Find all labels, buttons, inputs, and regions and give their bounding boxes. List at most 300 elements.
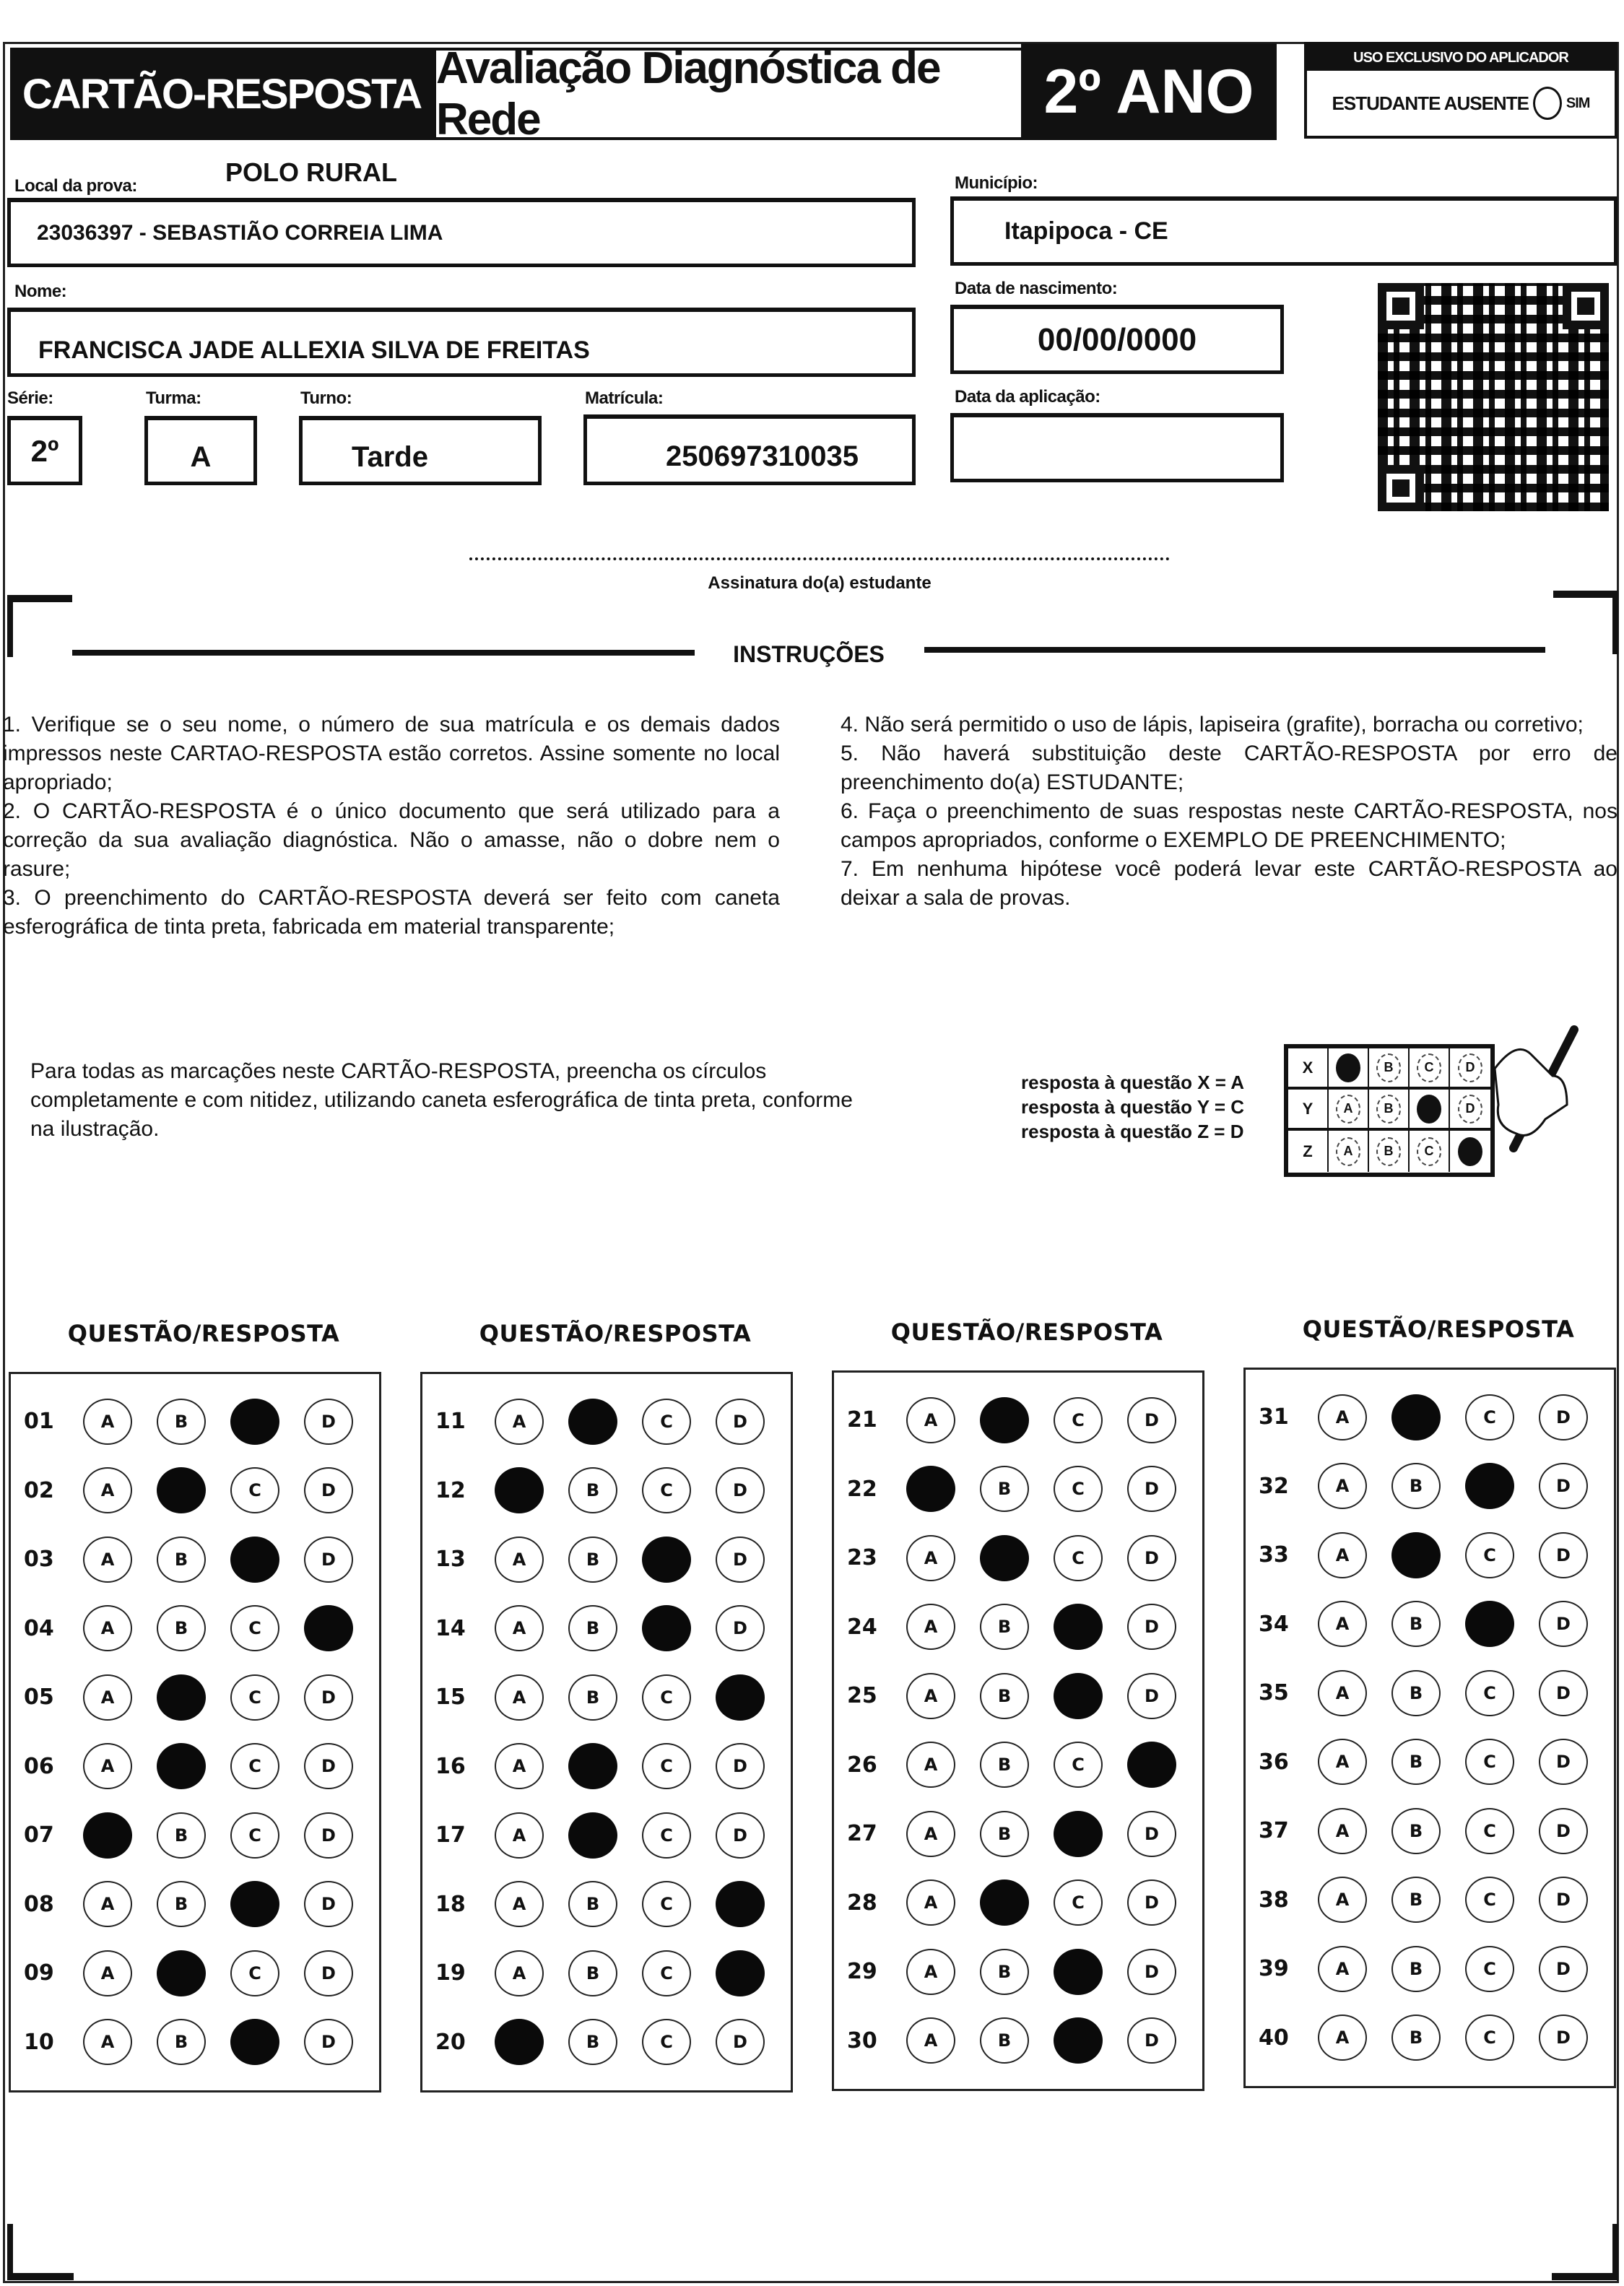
answer-bubble-d[interactable]: D <box>716 1399 765 1445</box>
answer-bubble-d[interactable]: D <box>304 1674 353 1721</box>
question-column-title: QUESTÃO/RESPOSTA <box>67 1320 340 1347</box>
question-number: 14 <box>435 1615 466 1641</box>
example-bubble-filled <box>1417 1095 1441 1124</box>
question-row <box>1246 1383 1614 1452</box>
answer-bubble-c[interactable] <box>1054 1604 1103 1650</box>
answer-bubble-b[interactable]: B <box>1391 1946 1441 1992</box>
question-number: 19 <box>435 1960 466 1986</box>
answer-bubble-c[interactable] <box>1465 1601 1514 1647</box>
question-row <box>834 1593 1202 1662</box>
sheet-title: CARTÃO-RESPOSTA <box>10 48 433 140</box>
absent-student-label: ESTUDANTE AUSENTE <box>1332 92 1529 114</box>
question-row <box>11 1663 379 1732</box>
answer-bubble-b[interactable] <box>157 1743 206 1789</box>
answer-bubble-d[interactable]: D <box>1539 1463 1588 1509</box>
question-number: 08 <box>24 1891 54 1917</box>
registration-mark-top-left <box>7 595 72 657</box>
serie-field <box>7 416 82 485</box>
instruction-5: 5. Não haverá substituição deste CARTÃO-RESPOSTA por erro de preenchimento do(a) ESTUDANTE; <box>841 742 1618 794</box>
answer-bubble-b[interactable]: B <box>1391 1877 1441 1923</box>
signature-label: Assinatura do(a) estudante <box>708 573 932 593</box>
answer-bubble-b[interactable]: B <box>1391 2015 1441 2061</box>
question-number: 11 <box>435 1409 466 1435</box>
answer-bubble-d[interactable]: D <box>716 1467 765 1513</box>
question-number: 23 <box>847 1545 877 1571</box>
answer-bubble-a[interactable]: A <box>83 1399 132 1445</box>
question-number: 34 <box>1259 1611 1289 1637</box>
answer-bubble-b[interactable] <box>1391 1532 1441 1578</box>
question-number: 13 <box>435 1547 466 1573</box>
answer-bubble-a[interactable]: A <box>83 1537 132 1583</box>
example-row-y <box>1288 1090 1490 1131</box>
instructions-rule-left <box>72 650 695 656</box>
answer-bubble-a[interactable]: A <box>495 1743 544 1789</box>
answer-bubble-b[interactable] <box>980 1397 1029 1443</box>
answer-bubble-d[interactable]: D <box>1539 1601 1588 1647</box>
answer-bubble-b[interactable] <box>980 1535 1029 1581</box>
answer-bubble-d[interactable]: D <box>1127 1949 1176 1995</box>
question-number: 18 <box>435 1891 466 1917</box>
question-number: 07 <box>24 1822 54 1848</box>
example-bubble: D <box>1458 1053 1482 1082</box>
answer-bubble-a[interactable]: A <box>495 1950 544 1996</box>
answer-bubble-c[interactable] <box>1054 1949 1103 1995</box>
answer-bubble-c[interactable]: C <box>1465 1739 1514 1785</box>
answer-bubble-b[interactable] <box>980 1879 1029 1926</box>
question-number: 25 <box>847 1683 877 1709</box>
question-number: 12 <box>435 1477 466 1503</box>
qr-finder-top-right <box>1563 283 1609 329</box>
example-bubble: B <box>1376 1095 1401 1124</box>
question-row <box>834 1937 1202 2007</box>
instruction-4: 4. Não será permitido o uso de lápis, lapiseira (grafite), borracha ou corretivo; <box>841 713 1584 736</box>
answer-bubble-a[interactable]: A <box>495 1399 544 1445</box>
question-row <box>834 1661 1202 1731</box>
question-row <box>11 1525 379 1594</box>
question-row <box>11 1801 379 1870</box>
answer-bubble-c[interactable]: C <box>1054 1535 1103 1581</box>
question-column-3 <box>832 1370 1204 2091</box>
question-number: 09 <box>24 1960 54 1986</box>
answer-bubble-d[interactable]: D <box>1539 1739 1588 1785</box>
example-bubble: C <box>1417 1137 1441 1166</box>
answer-bubble-b[interactable]: B <box>157 1399 206 1445</box>
question-row <box>422 1456 791 1526</box>
turno-value: Tarde <box>352 441 428 473</box>
answer-bubble-c[interactable] <box>1054 1673 1103 1719</box>
question-number: 05 <box>24 1685 54 1711</box>
answer-bubble-b[interactable]: B <box>980 1466 1029 1512</box>
example-row-label: Z <box>1288 1131 1329 1172</box>
question-number: 17 <box>435 1822 466 1848</box>
answer-bubble-a[interactable]: A <box>1318 2015 1367 2061</box>
absent-student-bubble[interactable] <box>1533 87 1562 120</box>
answer-bubble-a[interactable]: A <box>83 1467 132 1513</box>
question-row <box>834 1455 1202 1524</box>
answer-bubble-c[interactable]: C <box>230 1674 279 1721</box>
answer-bubble-c[interactable] <box>230 1399 279 1445</box>
matricula-field <box>583 414 916 485</box>
question-row <box>422 1870 791 1939</box>
answer-bubble-c[interactable]: C <box>642 1812 691 1859</box>
question-number: 29 <box>847 1959 877 1985</box>
answer-bubble-b[interactable]: B <box>1391 1808 1441 1854</box>
question-number: 10 <box>24 2029 54 2055</box>
serie-label: Série: <box>7 388 53 408</box>
question-row <box>834 1386 1202 1455</box>
answer-bubble-d[interactable]: D <box>1127 1879 1176 1926</box>
answer-bubble-a[interactable]: A <box>1318 1463 1367 1509</box>
answer-bubble-a[interactable]: A <box>906 1949 955 1995</box>
answer-bubble-c[interactable]: C <box>642 1674 691 1721</box>
answer-bubble-c[interactable] <box>230 1537 279 1583</box>
answer-bubble-c[interactable]: C <box>230 1950 279 1996</box>
answer-bubble-c[interactable]: C <box>1465 1877 1514 1923</box>
question-number: 15 <box>435 1685 466 1711</box>
question-row <box>422 2008 791 2077</box>
answer-bubble-b[interactable] <box>157 1950 206 1996</box>
example-bubble: A <box>1336 1137 1360 1166</box>
example-bubble: B <box>1376 1137 1401 1166</box>
applicator-box <box>1304 42 1618 139</box>
answer-bubble-d[interactable]: D <box>1127 1673 1176 1719</box>
answer-bubble-d[interactable]: D <box>1127 2017 1176 2064</box>
answer-bubble-a[interactable]: A <box>83 2019 132 2065</box>
answer-bubble-b[interactable] <box>568 1399 617 1445</box>
instruction-3: 3. O preenchimento do CARTÃO-RESPOSTA deverá ser feito com caneta esferográfica de tinta preta, fabricada em material transparente; <box>3 886 780 939</box>
question-number: 16 <box>435 1753 466 1779</box>
answer-bubble-c[interactable]: C <box>1465 2015 1514 2061</box>
answer-bubble-b[interactable]: B <box>980 1949 1029 1995</box>
answer-bubble-d[interactable]: D <box>1127 1535 1176 1581</box>
signature-line[interactable] <box>469 557 1170 560</box>
answer-bubble-a[interactable]: A <box>495 1812 544 1859</box>
answer-bubble-b[interactable]: B <box>157 1881 206 1927</box>
answer-bubble-a[interactable] <box>495 1467 544 1513</box>
nascimento-field <box>950 305 1284 374</box>
answer-bubble-c[interactable]: C <box>642 1950 691 1996</box>
grade-label: 2º ANO <box>1021 43 1277 140</box>
answer-bubble-c[interactable]: C <box>1054 1397 1103 1443</box>
example-text: Para todas as marcações neste CARTÃO-RESPOSTA, preencha os círculos completamente e com nitidez, utilizando caneta esferográfica de tinta preta, conforme na ilustração. <box>30 1059 853 1141</box>
answer-bubble-a[interactable]: A <box>1318 1808 1367 1854</box>
question-row <box>11 1456 379 1526</box>
answer-bubble-a[interactable]: A <box>495 1605 544 1651</box>
question-row <box>834 1524 1202 1593</box>
answer-bubble-b[interactable]: B <box>1391 1739 1441 1785</box>
question-row <box>1246 2004 1614 2073</box>
instruction-7: 7. Em nenhuma hipótese você poderá levar este CARTÃO-RESPOSTA ao deixar a sala de provas. <box>841 857 1618 910</box>
answer-bubble-b[interactable]: B <box>568 1950 617 1996</box>
answer-bubble-c[interactable] <box>1054 2017 1103 2064</box>
example-bubble-filled <box>1458 1137 1482 1166</box>
qr-finder-top-left <box>1378 283 1424 329</box>
answer-bubble-d[interactable]: D <box>1539 1877 1588 1923</box>
question-number: 28 <box>847 1890 877 1916</box>
answer-bubble-c[interactable]: C <box>230 1743 279 1789</box>
applicator-heading: USO EXCLUSIVO DO APLICADOR <box>1307 45 1615 71</box>
answer-bubble-a[interactable]: A <box>495 1881 544 1927</box>
answer-bubble-d[interactable] <box>716 1950 765 1996</box>
example-row-z <box>1288 1131 1490 1172</box>
answer-bubble-b[interactable]: B <box>568 1674 617 1721</box>
municipio-label: Município: <box>955 173 1038 193</box>
question-number: 35 <box>1259 1680 1289 1706</box>
answer-bubble-d[interactable]: D <box>1539 1808 1588 1854</box>
answer-bubble-d[interactable]: D <box>1539 1394 1588 1440</box>
answer-bubble-a[interactable]: A <box>495 1537 544 1583</box>
answer-bubble-a[interactable]: A <box>1318 1670 1367 1716</box>
question-row <box>1246 1866 1614 1935</box>
answer-bubble-d[interactable]: D <box>716 1812 765 1859</box>
answer-bubble-c[interactable]: C <box>642 1467 691 1513</box>
answer-bubble-a[interactable]: A <box>906 2017 955 2064</box>
registration-mark-top-right <box>1553 591 1618 654</box>
nascimento-label: Data de nascimento: <box>955 279 1118 298</box>
answer-bubble-a[interactable]: A <box>906 1742 955 1788</box>
answer-bubble-d[interactable]: D <box>304 1399 353 1445</box>
question-number: 26 <box>847 1752 877 1778</box>
example-row-label: X <box>1288 1048 1329 1087</box>
question-row <box>1246 1934 1614 2004</box>
qr-code <box>1378 283 1609 511</box>
answer-bubble-c[interactable]: C <box>230 1605 279 1651</box>
answer-bubble-b[interactable] <box>568 1812 617 1859</box>
answer-bubble-b[interactable]: B <box>568 2019 617 2065</box>
question-row <box>422 1801 791 1870</box>
answer-bubble-b[interactable]: B <box>1391 1670 1441 1716</box>
answer-bubble-d[interactable]: D <box>716 1537 765 1583</box>
absent-student-row <box>1307 71 1615 136</box>
answer-bubble-a[interactable]: A <box>906 1397 955 1443</box>
answer-bubble-d[interactable]: D <box>1127 1604 1176 1650</box>
answer-bubble-d[interactable]: D <box>304 1950 353 1996</box>
instruction-1: 1. Verifique se o seu nome, o número de sua matrícula e os demais dados impressos neste CARTAO-RESPOSTA estão corretos. Assine somente no local apropriado; <box>3 713 780 794</box>
answer-bubble-d[interactable]: D <box>304 1537 353 1583</box>
answer-bubble-a[interactable]: A <box>1318 1532 1367 1578</box>
answer-bubble-c[interactable] <box>230 2019 279 2065</box>
question-number: 32 <box>1259 1473 1289 1499</box>
answer-bubble-c[interactable] <box>1054 1811 1103 1857</box>
question-number: 20 <box>435 2029 466 2055</box>
matricula-value: 250697310035 <box>666 440 859 472</box>
answer-bubble-c[interactable]: C <box>1465 1394 1514 1440</box>
answer-bubble-d[interactable] <box>1127 1742 1176 1788</box>
answer-bubble-a[interactable] <box>906 1466 955 1512</box>
question-number: 40 <box>1259 2025 1289 2051</box>
question-number: 03 <box>24 1547 54 1573</box>
answer-bubble-b[interactable]: B <box>1391 1601 1441 1647</box>
hand-pen-icon <box>1488 1025 1596 1170</box>
answer-bubble-c[interactable]: C <box>1054 1742 1103 1788</box>
answer-bubble-a[interactable]: A <box>83 1881 132 1927</box>
question-row <box>1246 1796 1614 1866</box>
answer-bubble-a[interactable]: A <box>1318 1946 1367 1992</box>
example-bubble: A <box>1336 1095 1360 1124</box>
answer-bubble-a[interactable]: A <box>83 1674 132 1721</box>
answer-bubble-a[interactable]: A <box>1318 1601 1367 1647</box>
answer-bubble-b[interactable]: B <box>980 1742 1029 1788</box>
example-bubble: C <box>1417 1053 1441 1082</box>
answer-bubble-a[interactable]: A <box>906 1604 955 1650</box>
answer-bubble-d[interactable]: D <box>1127 1397 1176 1443</box>
question-row <box>422 1387 791 1456</box>
answer-bubble-d[interactable]: D <box>304 2019 353 2065</box>
municipio-field <box>950 196 1618 266</box>
local-label: Local da prova: <box>14 176 137 196</box>
answer-bubble-a[interactable]: A <box>1318 1394 1367 1440</box>
answer-bubble-d[interactable]: D <box>1539 2015 1588 2061</box>
question-row <box>1246 1521 1614 1590</box>
question-number: 39 <box>1259 1956 1289 1982</box>
question-column-2 <box>420 1372 793 2092</box>
question-row <box>1246 1728 1614 1797</box>
turma-value: A <box>190 441 212 473</box>
nome-value: FRANCISCA JADE ALLEXIA SILVA DE FREITAS <box>38 336 590 364</box>
answer-bubble-d[interactable]: D <box>1127 1811 1176 1857</box>
answer-bubble-d[interactable]: D <box>716 1605 765 1651</box>
example-legend-y: resposta à questão Y = C <box>1021 1096 1245 1118</box>
answer-bubble-d[interactable]: D <box>304 1743 353 1789</box>
municipio-value: Itapipoca - CE <box>1004 217 1168 245</box>
question-row <box>11 1732 379 1802</box>
question-row <box>422 1663 791 1732</box>
question-number: 27 <box>847 1821 877 1847</box>
answer-bubble-a[interactable]: A <box>83 1950 132 1996</box>
instruction-2: 2. O CARTÃO-RESPOSTA é o único documento que será utilizado para a correção da sua avaliação diagnóstica. Não o amasse, não o dobre nem o rasure; <box>3 799 780 881</box>
answer-bubble-a[interactable]: A <box>83 1743 132 1789</box>
answer-bubble-d[interactable]: D <box>1539 1946 1588 1992</box>
question-row <box>1246 1452 1614 1521</box>
answer-bubble-d[interactable] <box>716 1881 765 1927</box>
answer-bubble-b[interactable]: B <box>157 1812 206 1859</box>
nome-label: Nome: <box>14 282 67 301</box>
example-bubble-filled <box>1336 1053 1360 1082</box>
local-value: 23036397 - SEBASTIÃO CORREIA LIMA <box>37 220 443 245</box>
turma-label: Turma: <box>146 388 201 408</box>
answer-bubble-c[interactable]: C <box>642 2019 691 2065</box>
answer-bubble-b[interactable]: B <box>980 2017 1029 2064</box>
question-row <box>422 1732 791 1802</box>
answer-bubble-a[interactable]: A <box>906 1535 955 1581</box>
answer-bubble-a[interactable]: A <box>1318 1877 1367 1923</box>
instructions-right-column <box>841 710 1618 913</box>
question-column-4 <box>1243 1368 1616 2088</box>
instruction-6: 6. Faça o preenchimento de suas respostas neste CARTÃO-RESPOSTA, nos campos apropriados, conforme o EXEMPLO DE PREENCHIMENTO; <box>841 799 1618 852</box>
answer-bubble-a[interactable]: A <box>906 1879 955 1926</box>
answer-bubble-c[interactable] <box>1465 1463 1514 1509</box>
question-row <box>1246 1659 1614 1728</box>
answer-bubble-b[interactable] <box>157 1467 206 1513</box>
question-row <box>11 1870 379 1939</box>
answer-bubble-c[interactable] <box>230 1881 279 1927</box>
registration-mark-bottom-right <box>1552 2224 1618 2280</box>
answer-bubble-b[interactable]: B <box>980 1604 1029 1650</box>
answer-bubble-d[interactable] <box>716 1674 765 1721</box>
answer-bubble-a[interactable]: A <box>1318 1739 1367 1785</box>
answer-bubble-c[interactable]: C <box>642 1743 691 1789</box>
answer-bubble-c[interactable] <box>642 1605 691 1651</box>
question-column-1 <box>9 1372 381 2092</box>
answer-bubble-d[interactable]: D <box>1539 1532 1588 1578</box>
question-row <box>834 2007 1202 2076</box>
answer-bubble-d[interactable]: D <box>304 1812 353 1859</box>
answer-bubble-c[interactable]: C <box>230 1467 279 1513</box>
answer-bubble-b[interactable]: B <box>568 1881 617 1927</box>
answer-bubble-c[interactable]: C <box>1465 1532 1514 1578</box>
turno-label: Turno: <box>300 388 352 408</box>
answer-bubble-d[interactable]: D <box>716 1743 765 1789</box>
answer-bubble-b[interactable]: B <box>1391 1463 1441 1509</box>
answer-bubble-d[interactable]: D <box>304 1881 353 1927</box>
answer-bubble-b[interactable]: B <box>568 1537 617 1583</box>
answer-bubble-a[interactable] <box>83 1812 132 1859</box>
question-column-title: QUESTÃO/RESPOSTA <box>1302 1316 1575 1343</box>
answer-bubble-c[interactable] <box>642 1537 691 1583</box>
question-number: 24 <box>847 1614 877 1640</box>
question-row <box>834 1731 1202 1800</box>
answer-bubble-d[interactable]: D <box>1539 1670 1588 1716</box>
answer-bubble-b[interactable]: B <box>157 2019 206 2065</box>
question-number: 36 <box>1259 1749 1289 1775</box>
example-bubble: B <box>1376 1053 1401 1082</box>
answer-bubble-b[interactable] <box>157 1674 206 1721</box>
question-number: 06 <box>24 1753 54 1779</box>
answer-bubble-c[interactable]: C <box>642 1399 691 1445</box>
answer-bubble-a[interactable]: A <box>495 1674 544 1721</box>
answer-bubble-c[interactable]: C <box>1054 1466 1103 1512</box>
question-number: 31 <box>1259 1404 1289 1430</box>
answer-bubble-d[interactable]: D <box>716 2019 765 2065</box>
answer-bubble-b[interactable] <box>1391 1394 1441 1440</box>
question-number: 01 <box>24 1409 54 1435</box>
answer-bubble-d[interactable]: D <box>304 1467 353 1513</box>
answer-bubble-c[interactable]: C <box>1054 1879 1103 1926</box>
example-row-x <box>1288 1048 1490 1090</box>
answer-bubble-a[interactable]: A <box>906 1811 955 1857</box>
answer-bubble-b[interactable]: B <box>568 1605 617 1651</box>
exam-title: Avaliação Diagnóstica de Rede <box>433 48 1024 140</box>
answer-bubble-d[interactable] <box>304 1605 353 1651</box>
answer-bubble-a[interactable] <box>495 2019 544 2065</box>
answer-bubble-c[interactable]: C <box>642 1881 691 1927</box>
answer-bubble-b[interactable]: B <box>980 1811 1029 1857</box>
question-number: 21 <box>847 1407 877 1433</box>
answer-bubble-a[interactable]: A <box>83 1605 132 1651</box>
answer-bubble-b[interactable]: B <box>980 1673 1029 1719</box>
answer-bubble-d[interactable]: D <box>1127 1466 1176 1512</box>
answer-bubble-c[interactable]: C <box>1465 1808 1514 1854</box>
answer-bubble-a[interactable]: A <box>906 1673 955 1719</box>
answer-bubble-b[interactable]: B <box>157 1537 206 1583</box>
answer-bubble-b[interactable]: B <box>568 1467 617 1513</box>
question-number: 30 <box>847 2028 877 2054</box>
answer-bubble-c[interactable]: C <box>1465 1946 1514 1992</box>
answer-bubble-c[interactable]: C <box>230 1812 279 1859</box>
turma-field <box>144 416 257 485</box>
absent-sim-label: SIM <box>1566 95 1590 111</box>
aplicacao-label: Data da aplicação: <box>955 387 1100 407</box>
matricula-label: Matrícula: <box>585 388 664 408</box>
local-field <box>7 198 916 267</box>
question-row <box>11 1594 379 1664</box>
answer-bubble-b[interactable] <box>568 1743 617 1789</box>
answer-bubble-c[interactable]: C <box>1465 1670 1514 1716</box>
aplicacao-field[interactable] <box>950 413 1284 482</box>
example-bubble: D <box>1458 1095 1482 1124</box>
answer-bubble-b[interactable]: B <box>157 1605 206 1651</box>
example-fill-table <box>1284 1044 1495 1177</box>
